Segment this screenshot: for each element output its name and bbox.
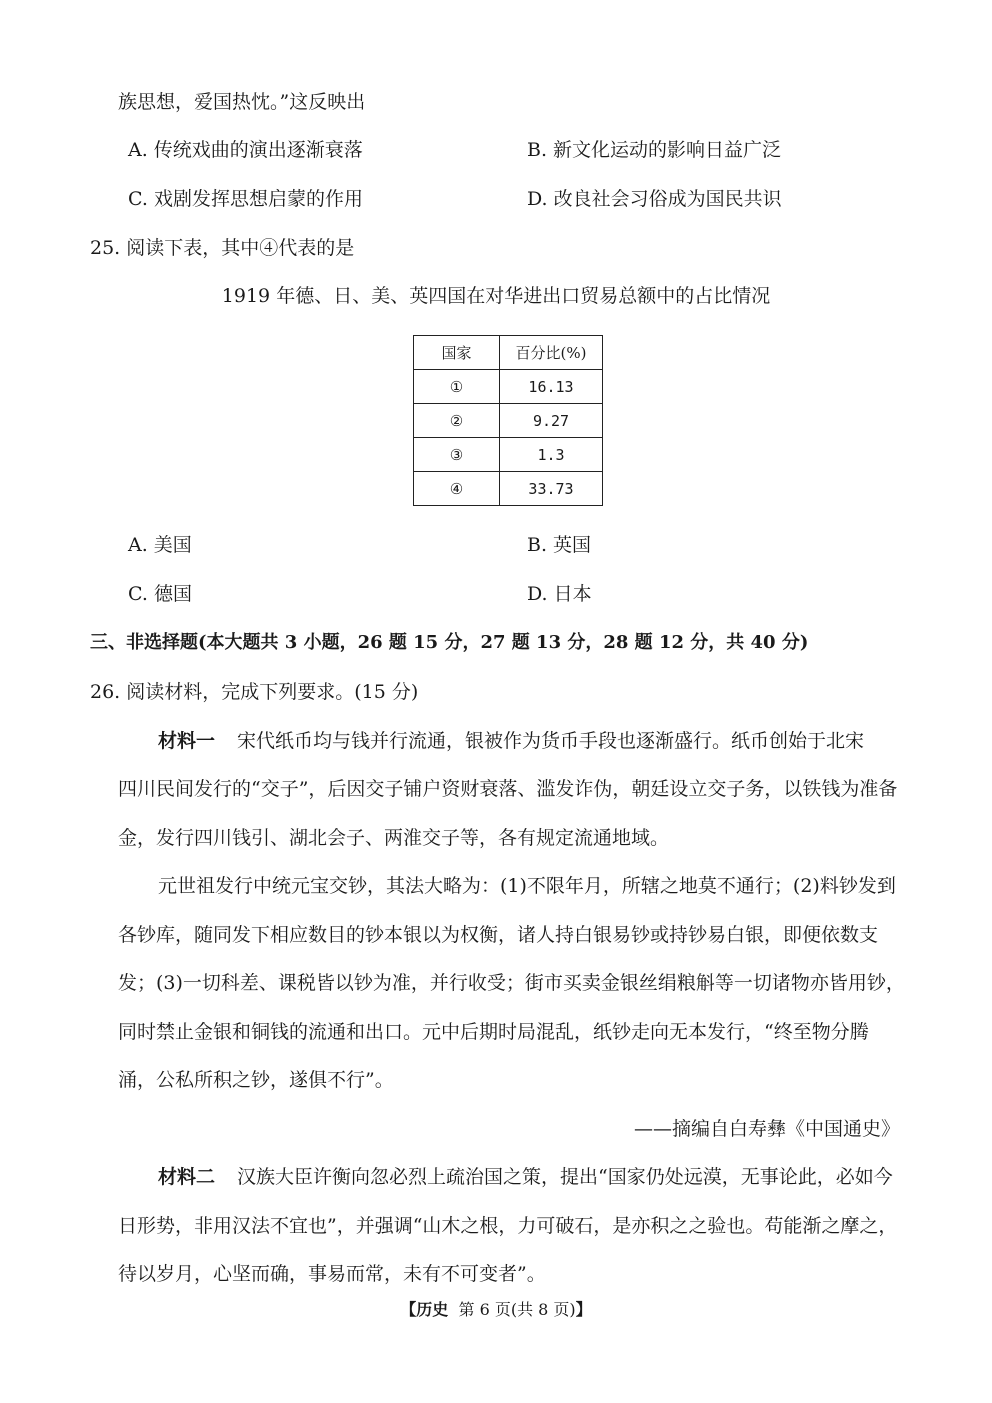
table-cell-percent: 1.3: [500, 438, 603, 472]
q25-stem: 25. 阅读下表，其中④代表的是: [90, 237, 355, 259]
material2-line: 日形势，非用汉法不宜也”，并强调“山木之根，力可破石，是亦积之之验也。苟能渐之摩之，: [118, 1215, 898, 1237]
q24-option-c: C. 戏剧发挥思想启蒙的作用: [128, 188, 363, 210]
material1-source: ——摘编自白寿彝《中国通史》: [633, 1118, 900, 1140]
footer-page-number: 第 6 页(共 8 页): [458, 1300, 576, 1319]
material1-line: 金，发行四川钱引、湖北会子、两淮交子等，各有规定流通地域。: [118, 827, 670, 849]
table-row: [414, 370, 603, 404]
footer-bracket-close: 】: [575, 1300, 592, 1319]
material1-para2-line: 发；(3)一切科差、课税皆以钞为准，并行收受；街市买卖金银丝绢粮斛等一切诸物亦皆用钞，: [118, 972, 905, 994]
q25-option-c: C. 德国: [128, 583, 192, 605]
page-footer: [0, 1299, 992, 1321]
material1-para2-line: 涌，公私所积之钞，遂俱不行”。: [118, 1069, 394, 1091]
material1-text: 宋代纸币均与钱并行流通，银被作为货币手段也逐渐盛行。纸币创始于北宋: [237, 730, 865, 752]
table-header-country: 国家: [414, 336, 500, 370]
q25-table: [413, 335, 603, 506]
material1-label: 材料一: [158, 730, 216, 752]
table-header-percent: 百分比(%): [500, 336, 603, 370]
material1-first-line: [158, 729, 864, 753]
material2-label: 材料二: [158, 1166, 216, 1188]
table-cell-percent: 33.73: [500, 472, 603, 506]
footer-subject: 历史: [416, 1300, 449, 1319]
footer-bracket-open: 【: [400, 1300, 417, 1319]
material1-para2-line: 同时禁止金银和铜钱的流通和出口。元中后期时局混乱，纸钞走向无本发行，“终至物分腾: [118, 1021, 869, 1043]
table-row: [414, 438, 603, 472]
q26-stem: 26. 阅读材料，完成下列要求。(15 分): [90, 681, 419, 703]
material1-para2-line: 元世祖发行中统元宝交钞，其法大略为：(1)不限年月，所辖之地莫不通行；(2)料钞发到: [158, 875, 896, 897]
table-row: [414, 404, 603, 438]
table-row: [414, 472, 603, 506]
q24-option-d: D. 改良社会习俗成为国民共识: [527, 188, 782, 210]
table-cell-country: ①: [414, 370, 500, 404]
table-cell-country: ④: [414, 472, 500, 506]
material2-line: 待以岁月，心坚而确，事易而常，未有不可变者”。: [118, 1263, 546, 1285]
material2-first-line: [158, 1165, 893, 1189]
q24-option-a: A. 传统戏曲的演出逐渐衰落: [128, 139, 363, 161]
table-cell-country: ②: [414, 404, 500, 438]
material2-text: 汉族大臣许衡向忽必烈上疏治国之策，提出“国家仍处远漠，无事论此，必如今: [237, 1166, 893, 1188]
material1-line: 四川民间发行的“交子”，后因交子铺户资财衰落、滥发诈伪，朝廷设立交子务，以铁钱为准备: [118, 778, 898, 800]
section-heading: 三、非选择题(本大题共 3 小题，26 题 15 分，27 题 13 分，28 题 12 分，共 40 分): [90, 632, 809, 653]
table-cell-percent: 9.27: [500, 404, 603, 438]
q24-option-b: B. 新文化运动的影响日益广泛: [527, 139, 782, 161]
q25-option-b: B. 英国: [527, 534, 592, 556]
table-cell-percent: 16.13: [500, 370, 603, 404]
material1-para2-line: 各钞库，随同发下相应数目的钞本银以为权衡，诸人持白银易钞或持钞易白银，即便依数支: [118, 924, 879, 946]
q25-option-a: A. 美国: [128, 534, 192, 556]
table-cell-country: ③: [414, 438, 500, 472]
q25-option-d: D. 日本: [527, 583, 592, 605]
q24-stem-tail: 族思想，爱国热忱。”这反映出: [118, 91, 366, 113]
table-header-row: [414, 336, 603, 370]
q25-table-title: 1919 年德、日、美、英四国在对华进出口贸易总额中的占比情况: [221, 285, 771, 307]
